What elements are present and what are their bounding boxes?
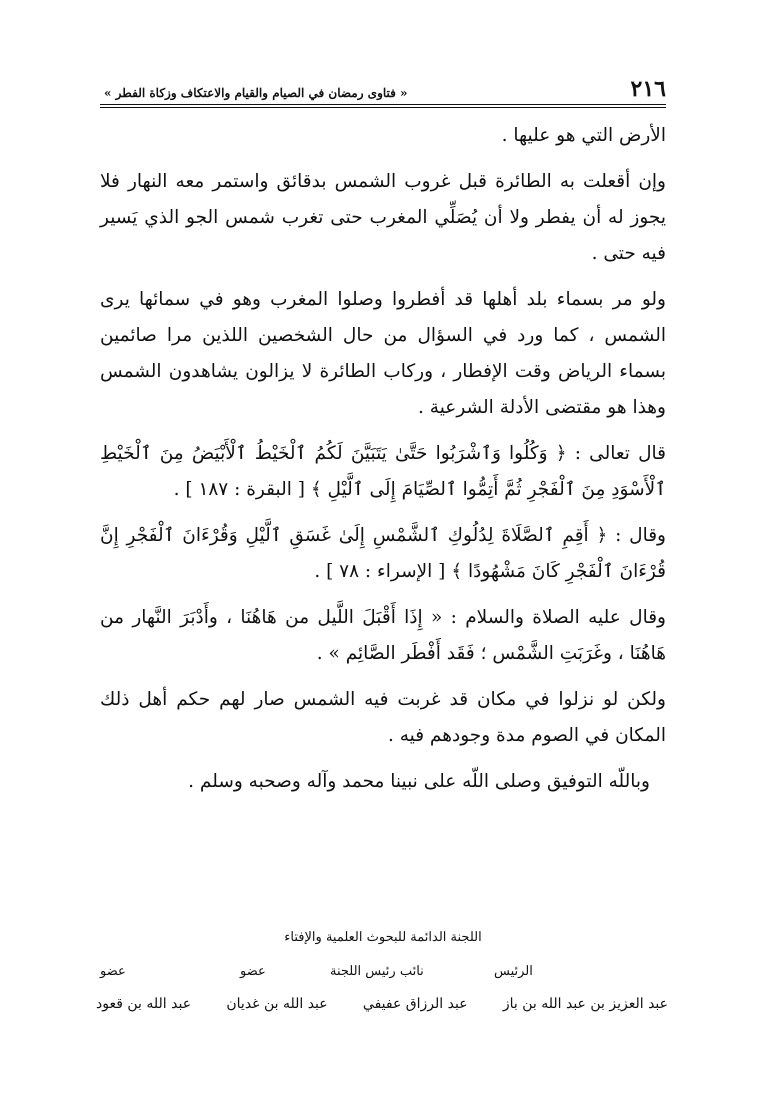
name-member-2: عبد الله بن غديان (226, 996, 328, 1012)
hadith-paragraph: وقال عليه الصلاة والسلام : « إِذَا أَقْبَلَ اللَّيل من هَاهُنَا ، وأَدْبَرَ النَّهار من هَاهُنَا ، وغَرَبَتِ الشَّمْس ؛ فَقَد أَفْطَر الصَّائِم » . (100, 607, 666, 664)
role-member-2: عضو (240, 964, 266, 979)
quran-quote-paragraph: وقال : ﴿ أَقِمِ ٱلصَّلَاةَ لِدُلُوكِ ٱلشَّمْسِ إِلَىٰ غَسَقِ ٱلَّيْلِ وَقُرْءَانَ ٱلْفَجْرِ إِنَّ قُرْءَانَ ٱلْفَجْرِ كَانَ مَشْهُودًا ﴾ [ الإسراء : ٧٨ ] . (100, 525, 666, 582)
name-vice-chairman: عبد الرزاق عفيفي (362, 996, 468, 1012)
header-rule-double (100, 107, 666, 108)
body-text (100, 118, 666, 800)
name-member-1: عبد الله بن قعود (96, 996, 192, 1012)
paragraph: ولكن لو نزلوا في مكان قد غربت فيه الشمس صار لهم حكم أهل ذلك المكان في الصوم مدة وجودهم فيه . (100, 689, 666, 746)
page-number: ٢١٦ (630, 76, 666, 102)
name-chairman: عبد العزيز بن عبد الله بن باز (502, 996, 668, 1012)
paragraph: ولو مر بسماء بلد أهلها قد أفطروا وصلوا المغرب وهو في سمائها يرى الشمس ، كما ورد في السؤال من حال الشخصين اللذين مرا صائمين بسماء الرياض وقت الإفطار ، وركاب الطائرة لا يزالون يشاهدون الشمس وهذا هو مقتضى الأدلة الشرعية . (100, 289, 666, 418)
role-chairman: الرئيس (494, 964, 533, 979)
closing-line: وباللّه التوفيق وصلى اللّه على نبينا محمد وآله وصحبه وسلم . (188, 771, 650, 792)
role-vice-chairman: نائب رئيس اللجنة (330, 964, 424, 979)
role-member-1: عضو (100, 964, 126, 979)
paragraph: وإن أقعلت به الطائرة قبل غروب الشمس بدقائق واستمر معه النهار فلا يجوز له أن يفطر ولا أن يُصَلِّي المغرب حتى تغرب شمس الجو الذي يَسير فيه حتى . (100, 171, 666, 264)
header-rule (100, 104, 666, 105)
page-header (100, 76, 666, 102)
signatory-names (96, 992, 668, 1016)
paragraph: الأرض التي هو عليها . (501, 125, 666, 146)
committee-title: اللجنة الدائمة للبحوث العلمية والإفتاء (284, 930, 482, 945)
running-title: « فتاوى رمضان في الصيام والقيام والاعتكاف وزكاة الفطر » (104, 86, 408, 100)
quran-quote-paragraph: قال تعالى : ﴿ وَكُلُوا وَٱشْرَبُوا حَتَّىٰ يَتَبَيَّنَ لَكُمُ ٱلْخَيْطُ ٱلْأَبْيَضُ مِنَ ٱلْخَيْطِ ٱلْأَسْوَدِ مِنَ ٱلْفَجْرِ ثُمَّ أَتِمُّوا ٱلصِّيَامَ إِلَى ٱلَّيْلِ ﴾ [ البقرة : ١٨٧ ] . (100, 443, 666, 500)
